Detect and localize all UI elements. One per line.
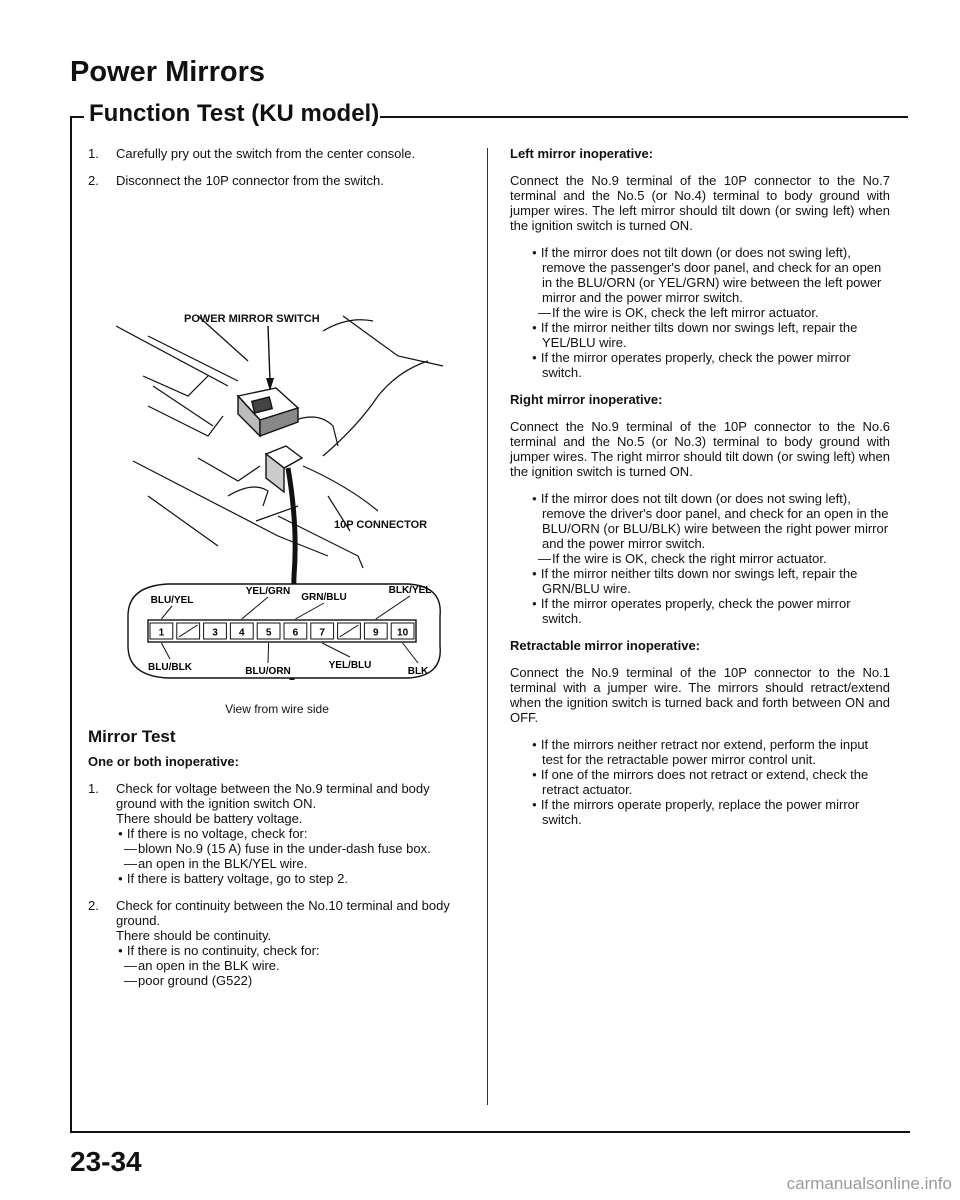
sub-item: — If the wire is OK, check the left mirror actuator. <box>530 305 890 320</box>
step-number: 2. <box>88 173 99 188</box>
sub-item: — an open in the BLK/YEL wire. <box>116 856 466 871</box>
page-title: Power Mirrors <box>70 56 265 88</box>
bullet-item: ● If one of the mirrors does not retract or extend, check the retract actuator. <box>530 767 890 797</box>
bullet-item: ● If there is no voltage, check for: <box>116 826 466 841</box>
step-number: 2. <box>88 898 99 913</box>
bullet-item: ● If the mirror does not tilt down (or does not swing left), remove the driver's door panel, and check for an open in the BLU/ORN (or BLU/BLK) wire between the right power mirror and the power mirror switch. <box>530 491 890 551</box>
bullet-item: ● If the mirrors neither retract nor extend, perform the input test for the retractable power mirror control unit. <box>530 737 890 767</box>
step-intro: Check for voltage between the No.9 terminal and body ground with the ignition switch ON. <box>116 781 430 811</box>
right-mirror-bullets <box>510 491 890 626</box>
frame-left-rule <box>70 116 72 1132</box>
bullet-item: ● If the mirror operates properly, check the power mirror switch. <box>530 350 890 380</box>
wire-leader-line <box>268 643 269 663</box>
right-column <box>510 146 890 839</box>
wire-color-label: BLK/YEL <box>388 585 432 596</box>
bullet-item: ● If the mirror does not tilt down (or does not swing left), remove the passenger's door panel, and check for an open in the BLU/ORN (or YEL/GRN) wire between the left power mirror and the power mirror switch. <box>530 245 890 305</box>
wire-color-label: BLU/ORN <box>245 666 291 677</box>
bullet-item: ● If there is battery voltage, go to step 2. <box>116 871 466 886</box>
procedure-step <box>88 146 466 161</box>
sub-item: — If the wire is OK, check the right mirror actuator. <box>530 551 890 566</box>
bullet-item: ● If the mirror neither tilts down nor swings left, repair the GRN/BLU wire. <box>530 566 890 596</box>
retractable-mirror-bullets <box>510 737 890 827</box>
watermark: carmanualsonline.info <box>786 1174 952 1193</box>
step-text: Carefully pry out the switch from the center console. <box>116 146 416 161</box>
step-expect: There should be continuity. <box>116 928 272 943</box>
test-step <box>88 898 466 988</box>
left-mirror-paragraph: Connect the No.9 terminal of the 10P connector to the No.7 terminal and the No.5 (or No.4) terminal to body ground with jumper wires. The left mirror should tilt down (or swing left) when the ignition switch is turned ON. <box>510 173 890 233</box>
wire-color-label: BLK <box>407 666 429 677</box>
switch-label: POWER MIRROR SWITCH <box>184 313 320 325</box>
step-body <box>116 898 466 988</box>
retractable-mirror-heading: Retractable mirror inoperative: <box>510 638 701 653</box>
left-mirror-heading: Left mirror inoperative: <box>510 146 654 161</box>
frame-corner <box>70 116 84 118</box>
left-column <box>88 146 466 1000</box>
mirror-test-title: Mirror Test <box>88 727 176 746</box>
sub-item: — poor ground (G522) <box>116 973 466 988</box>
wire-color-label: YEL/BLU <box>328 660 372 671</box>
step-body <box>116 781 466 886</box>
terminal-number: 6 <box>292 627 299 639</box>
terminal-number: 9 <box>373 627 379 639</box>
bullet-item: ● If there is no continuity, check for: <box>116 943 466 958</box>
section-subtitle: Function Test (KU model) <box>89 100 380 127</box>
mirror-test-subtitle: One or both inoperative: <box>88 754 239 769</box>
step-number: 1. <box>88 781 99 796</box>
terminal-number: 1 <box>158 627 165 639</box>
sub-item: — an open in the BLK wire. <box>116 958 466 973</box>
terminal-number: 7 <box>319 627 325 639</box>
frame-top-rule <box>380 116 908 118</box>
wire-color-label: BLU/BLK <box>148 662 192 673</box>
wire-color-label: BLU/YEL <box>150 595 194 606</box>
right-mirror-heading: Right mirror inoperative: <box>510 392 663 407</box>
terminal-number: 3 <box>212 627 218 639</box>
terminal-number: 10 <box>397 627 409 639</box>
bullet-item: ● If the mirrors operate properly, replace the power mirror switch. <box>530 797 890 827</box>
test-step <box>88 781 466 886</box>
retractable-mirror-paragraph: Connect the No.9 terminal of the 10P connector to the No.1 terminal with a jumper wire. The mirrors should retract/extend when the ignition switch is turned back and forth between ON and OFF. <box>510 665 890 725</box>
step-text: Disconnect the 10P connector from the switch. <box>116 173 384 188</box>
step-number: 1. <box>88 146 99 161</box>
sub-item: — blown No.9 (15 A) fuse in the under-dash fuse box. <box>116 841 466 856</box>
switch-figure <box>88 196 466 696</box>
console-illustration <box>88 196 466 696</box>
left-mirror-bullets <box>510 245 890 380</box>
right-mirror-paragraph: Connect the No.9 terminal of the 10P connector to the No.6 terminal and the No.5 (or No.3) terminal to body ground with jumper wires. The right mirror should tilt down (or swing left) when the ignition switch is turned ON. <box>510 419 890 479</box>
terminal-number: 5 <box>265 627 272 639</box>
page-number: 23-34 <box>70 1146 142 1177</box>
procedure-step <box>88 173 466 188</box>
bullet-item: ● If the mirror neither tilts down nor swings left, repair the YEL/BLU wire. <box>530 320 890 350</box>
step-intro: Check for continuity between the No.10 terminal and body ground. <box>116 898 450 928</box>
wire-color-label: YEL/GRN <box>245 586 291 597</box>
bullet-item: ● If the mirror operates properly, check the power mirror switch. <box>530 596 890 626</box>
frame-bottom-rule <box>70 1131 910 1133</box>
wire-color-label: GRN/BLU <box>301 592 347 603</box>
terminal-number: 4 <box>239 627 245 639</box>
connector-label: 10P CONNECTOR <box>334 519 428 531</box>
figure-caption: View from wire side <box>225 702 329 716</box>
column-divider <box>487 148 488 1105</box>
step-expect: There should be battery voltage. <box>116 811 303 826</box>
